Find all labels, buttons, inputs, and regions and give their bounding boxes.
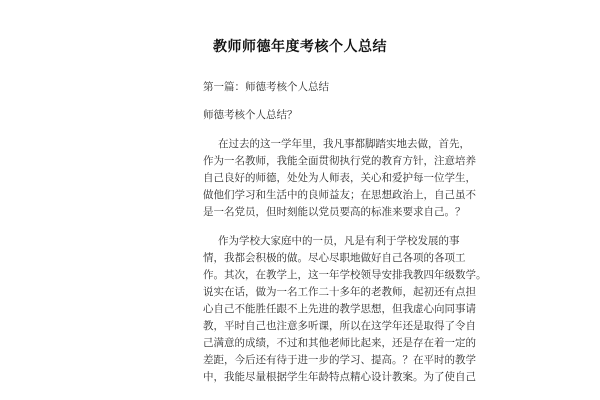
paragraph1-line: 作为一名教师，我能全面贯彻执行党的教育方针，注意培养 xyxy=(203,155,476,167)
paragraph2-line: 心自己不能胜任跟不上先进的教学思想，但我虚心向同事请 xyxy=(203,303,476,315)
document-title: 教师师德年度考核个人总结 xyxy=(213,39,387,55)
paragraph2-line: 中，我能尽量根据学生年龄特点精心设计教案。为了使自己 xyxy=(203,371,476,383)
paragraph2-line: 情，我都会积极的做。尽心尽职地做好自己各项的各项工 xyxy=(203,252,466,264)
paragraph2-line: 说实在话，做为一名工作二十多年的老教师，起初还有点担 xyxy=(203,286,476,298)
paragraph1-line: 在过去的这一学年里，我凡事都脚踏实地去做，首先， xyxy=(218,138,470,150)
section-heading: 第一篇：师德考核个人总结 xyxy=(203,81,329,93)
paragraph2-line: 教，平时自己也注意多听课，所以在这学年还是取得了令自 xyxy=(203,320,476,332)
paragraph1-line: 是一名党员，但时刻能以党员要高的标准来要求自己。？ xyxy=(203,206,466,218)
paragraph2-line: 作。其次，在教学上，这一年学校领导安排我教四年级数学。 xyxy=(203,269,487,281)
paragraph1-line: 做他们学习和生活中的良师益友；在思想政治上，自己虽不 xyxy=(203,189,476,201)
paragraph2-line: 差距，今后还有待于进一步的学习、提高。？在平时的教学 xyxy=(203,354,476,366)
paragraph2-line: 己满意的成绩，不过和其他老师比起来，还是存在着一定的 xyxy=(203,337,476,349)
subheading: 师德考核个人总结？ xyxy=(203,109,298,121)
paragraph1-line: 自己良好的师德，处处为人师表，关心和爱护每一位学生， xyxy=(203,172,476,184)
paragraph2-line: 作为学校大家庭中的一员，凡是有利于学校发展的事 xyxy=(218,235,460,247)
